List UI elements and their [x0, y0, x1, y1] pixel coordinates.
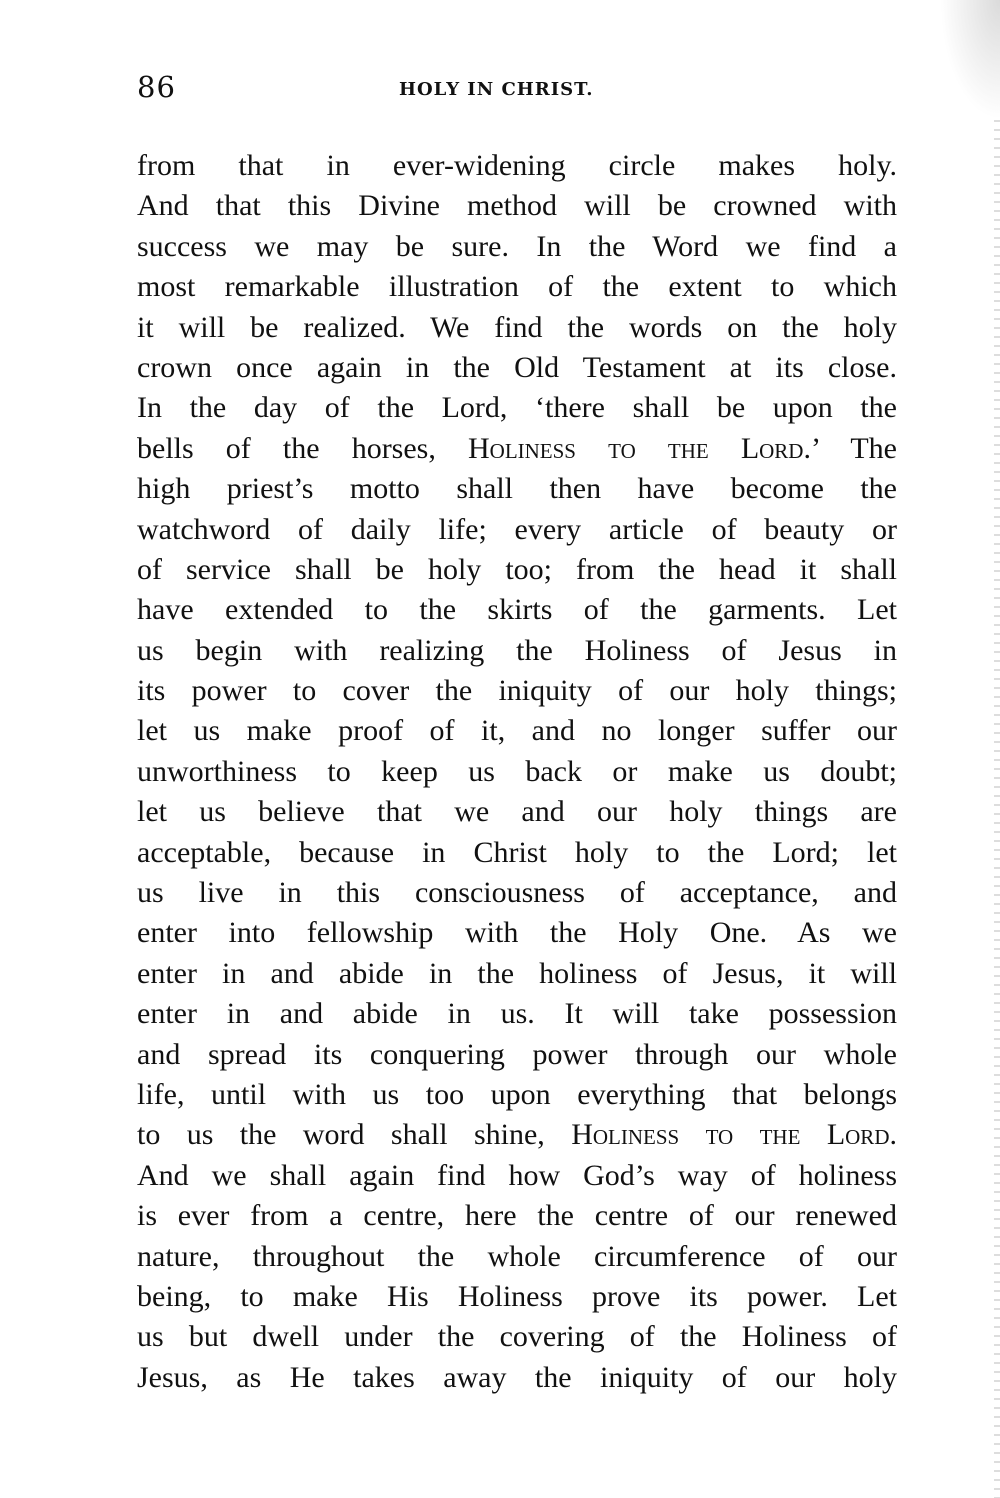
text-line: is ever from a centre, here the centre of our renewed [137, 1199, 897, 1233]
page-edge-shading [940, 0, 1000, 120]
text-line: life, until with us too upon everything that belongs [137, 1077, 897, 1111]
text-line: enter into fellowship with the Holy One. As we [137, 916, 897, 950]
text-line: And that this Divine method will be crowned with [137, 189, 897, 223]
text-line: us begin with realizing the Holiness of Jesus in [137, 633, 897, 667]
page-header [137, 70, 897, 110]
text-line: nature, throughout the whole circumference of our [137, 1239, 897, 1273]
text-line: being, to make His Holiness prove its power. Let [137, 1279, 897, 1313]
text-line: enter in and abide in us. It will take possession [137, 997, 897, 1031]
page-number: 86 [137, 70, 176, 104]
text-line: its power to cover the iniquity of our holy things; [137, 674, 897, 708]
text-line: acceptable, because in Christ holy to the Lord; let [137, 835, 897, 869]
text-line: it will be realized. We find the words on the holy [137, 310, 897, 344]
running-head: HOLY IN CHRIST. [399, 79, 594, 100]
text-line: watchword of daily life; every article of beauty or [137, 512, 897, 546]
text-line: enter in and abide in the holiness of Jesus, it will [137, 956, 897, 990]
text-line: bells of the horses, Holiness to the Lord.’ The [137, 431, 897, 465]
text-line: most remarkable illustration of the extent to which [137, 270, 897, 304]
body-text [137, 146, 897, 1398]
text-line: success we may be sure. In the Word we find a [137, 229, 897, 263]
small-caps-phrase: Holiness to the Lord [571, 1118, 890, 1152]
text-line: let us believe that we and our holy things are [137, 795, 897, 829]
text-line: of service shall be holy too; from the head it shall [137, 552, 897, 586]
text-line: from that in ever-widening circle makes holy. [137, 149, 897, 182]
page-edge-speckle [994, 120, 1000, 1498]
text-line: to us the word shall shine, Holiness to the Lord. [137, 1118, 897, 1152]
text-line: high priest’s motto shall then have become the [137, 472, 897, 506]
text-line: Jesus, as He takes away the iniquity of our holy [137, 1360, 897, 1394]
text-line: us but dwell under the covering of the Holiness of [137, 1320, 897, 1354]
text-line: In the day of the Lord, ‘there shall be upon the [137, 391, 897, 425]
text-line: crown once again in the Old Testament at its close. [137, 350, 897, 384]
text-line: and spread its conquering power through our whole [137, 1037, 897, 1071]
text-line: have extended to the skirts of the garments. Let [137, 593, 897, 627]
text-line: unworthiness to keep us back or make us doubt; [137, 754, 897, 788]
small-caps-phrase: Holiness to the Lord [467, 431, 804, 465]
text-line: let us make proof of it, and no longer suffer our [137, 714, 897, 748]
text-line: And we shall again find how God’s way of holiness [137, 1158, 897, 1192]
text-line: us live in this consciousness of acceptance, and [137, 876, 897, 910]
